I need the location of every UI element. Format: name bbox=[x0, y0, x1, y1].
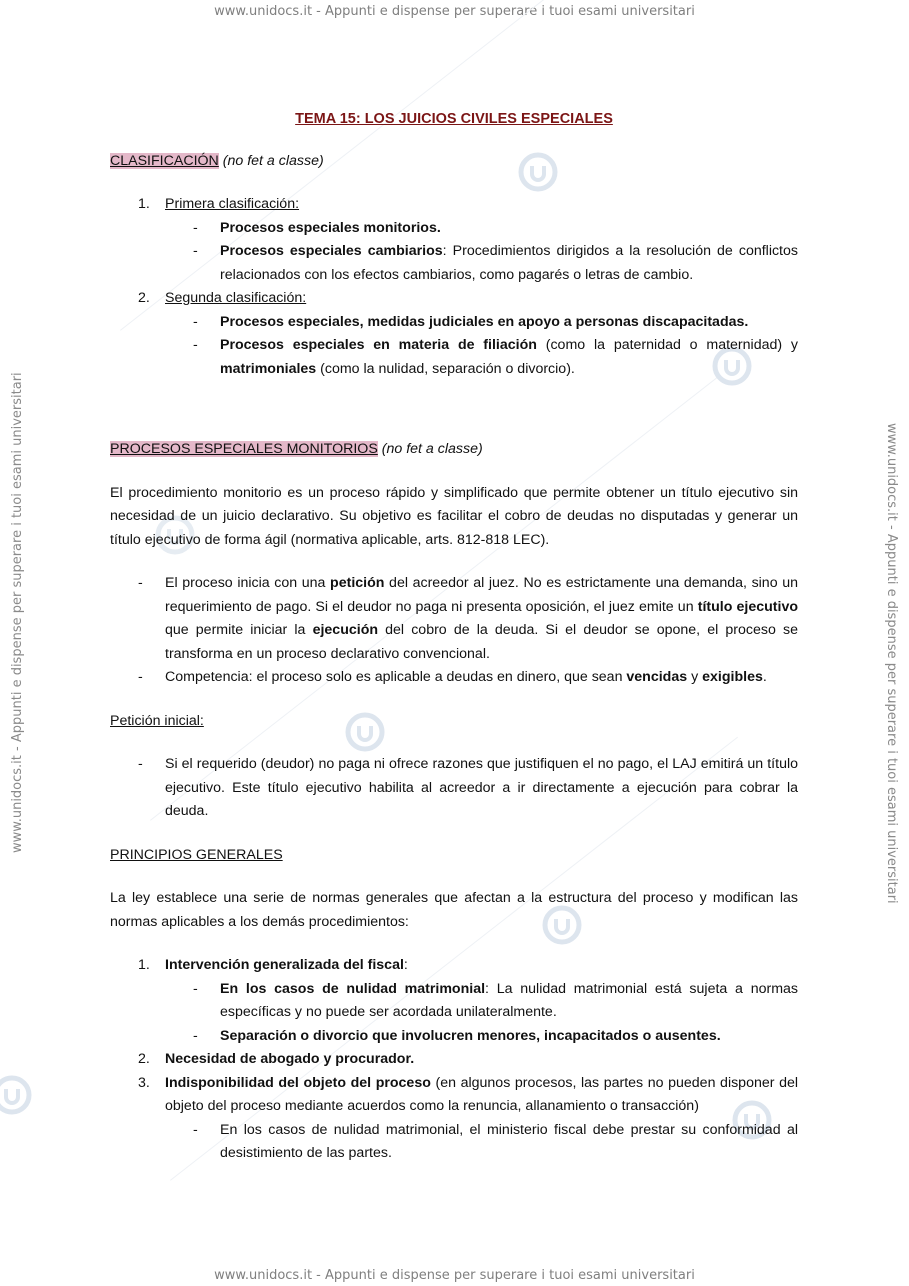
sub-list-item bbox=[110, 311, 798, 335]
list-item-label: Indisponibilidad del objeto del proceso bbox=[165, 1074, 431, 1091]
section-monitorios-heading bbox=[110, 438, 798, 462]
list-number: 1. bbox=[138, 957, 150, 973]
bullet-item bbox=[110, 572, 798, 666]
bullet-text: y bbox=[687, 669, 703, 685]
sub-item-bold: matrimoniales bbox=[220, 360, 317, 377]
dash-bullet: - bbox=[138, 575, 143, 591]
list-item bbox=[110, 954, 798, 978]
list-number: 1. bbox=[138, 196, 150, 212]
list-item-label: Intervención generalizada del fiscal bbox=[165, 957, 404, 973]
section-note: (no fet a classe) bbox=[222, 152, 324, 169]
dash-bullet: - bbox=[193, 980, 198, 997]
watermark-top: www.unidocs.it - Appunti e dispense per superare i tuoi esami universitari bbox=[214, 4, 695, 19]
paragraph: La ley establece una serie de normas generales que afectan a la estructura del proceso y modifican las normas aplicables a los demás procedimientos: bbox=[110, 890, 798, 930]
bullet-item bbox=[110, 666, 798, 690]
bullet-text: del acreedor al juez. No es estrictamente una demanda, sino un requerimiento de pago. Si el deudor no paga ni presenta oposición, el juez emite un bbox=[165, 575, 798, 615]
bullet-text: del cobro de la deuda. Si el deudor se opone, el proceso se transforma en un proceso declarativo convencional. bbox=[165, 622, 798, 662]
section-clasificacion-heading bbox=[110, 150, 798, 174]
bullet-bold: vencidas bbox=[626, 669, 688, 685]
list-number: 2. bbox=[138, 1051, 150, 1067]
list-item-label: Segunda clasificación: bbox=[165, 290, 307, 306]
bullet-item bbox=[110, 753, 798, 824]
dash-bullet: - bbox=[193, 313, 198, 330]
list-item bbox=[110, 193, 798, 217]
sub-item-bold: Procesos especiales, medidas judiciales en apoyo a personas discapacitadas. bbox=[220, 313, 749, 330]
bullet-text: El proceso inicia con una bbox=[165, 575, 331, 591]
section-heading-text: PROCESOS ESPECIALES MONITORIOS bbox=[110, 441, 378, 457]
dash-bullet: - bbox=[138, 669, 143, 685]
watermark-bottom: www.unidocs.it - Appunti e dispense per superare i tuoi esami universitari bbox=[214, 1268, 695, 1283]
sub-item-text: (como la paternidad o maternidad) y bbox=[536, 337, 798, 353]
sub-item-bold: Procesos especiales monitorios. bbox=[220, 219, 441, 236]
list-item bbox=[110, 1072, 798, 1119]
section-note: (no fet a classe) bbox=[381, 441, 483, 457]
list-item-text: : bbox=[403, 957, 408, 973]
sub-list-item bbox=[110, 240, 798, 287]
watermark-left: www.unidocs.it - Appunti e dispense per superare i tuoi esami universitari bbox=[10, 372, 25, 853]
sub-list-item bbox=[110, 1119, 798, 1166]
dash-bullet: - bbox=[138, 756, 143, 772]
list-item-text: (en algunos procesos, las partes no pueden disponer del objeto del proceso mediante acuerdos como la renuncia, allanamiento o transacción) bbox=[165, 1074, 798, 1114]
sub-item-text: : Procedimientos dirigidos a la resolución de conflictos relacionados con los efectos cambiarios, como pagarés o letras de cambio. bbox=[220, 243, 798, 283]
sub-item-text: : La nulidad matrimonial está sujeta a normas específicas y no puede ser acordada unilateralmente. bbox=[220, 980, 798, 1020]
list-item bbox=[110, 1048, 798, 1072]
dash-bullet: - bbox=[193, 337, 198, 353]
unidocs-logo-icon bbox=[0, 1075, 32, 1115]
list-item-label: Necesidad de abogado y procurador. bbox=[165, 1051, 415, 1067]
dash-bullet: - bbox=[193, 243, 198, 259]
sub-list-item bbox=[110, 334, 798, 381]
sub-item-text: (como la nulidad, separación o divorcio). bbox=[316, 360, 575, 377]
bullet-bold: ejecución bbox=[312, 622, 379, 638]
bullet-text: . bbox=[762, 669, 767, 685]
bullet-bold: título ejecutivo bbox=[697, 598, 799, 615]
sub-item-bold: Separación o divorcio que involucren menores, incapacitados o ausentes. bbox=[220, 1027, 721, 1044]
bullet-text: que permite iniciar la bbox=[165, 622, 313, 638]
bullet-bold: petición bbox=[330, 575, 385, 591]
sub-list-item bbox=[110, 978, 798, 1025]
bullet-text: Si el requerido (deudor) no paga ni ofrece razones que justifiquen el no pago, el LAJ emitirá un título ejecutivo. Este título ejecutivo habilita al acreedor a ir directamente a ejecución para cobrar la deuda. bbox=[165, 756, 798, 819]
page-title: TEMA 15: LOS JUICIOS CIVILES ESPECIALES bbox=[295, 111, 613, 127]
bullet-bold: exigibles bbox=[702, 669, 763, 685]
list-number: 2. bbox=[138, 290, 150, 306]
sub-item-text: En los casos de nulidad matrimonial, el ministerio fiscal debe prestar su conformidad al desistimiento de las partes. bbox=[220, 1121, 798, 1161]
dash-bullet: - bbox=[193, 219, 198, 236]
paragraph: El procedimiento monitorio es un proceso rápido y simplificado que permite obtener un título ejecutivo sin necesidad de un juicio declarativo. Su objetivo es facilitar el cobro de deudas no disputadas y generar un título ejecutivo de forma ágil (normativa aplicable, arts. 812-818 LEC). bbox=[110, 484, 798, 548]
list-item-label: Primera clasificación: bbox=[165, 196, 300, 212]
subsection-heading: Petición inicial: bbox=[110, 712, 204, 729]
sub-item-bold: Procesos especiales en materia de filiación bbox=[220, 337, 537, 353]
sub-item-bold: Procesos especiales cambiarios bbox=[220, 243, 443, 259]
watermark-right: www.unidocs.it - Appunti e dispense per superare i tuoi esami universitari bbox=[884, 423, 899, 904]
list-number: 3. bbox=[138, 1074, 150, 1091]
sub-list-item bbox=[110, 217, 798, 241]
list-item bbox=[110, 287, 798, 311]
bullet-text: Competencia: el proceso solo es aplicable a deudas en dinero, que sean bbox=[165, 669, 627, 685]
dash-bullet: - bbox=[193, 1121, 198, 1138]
sub-item-bold: En los casos de nulidad matrimonial bbox=[220, 980, 486, 997]
section-heading-text: CLASIFICACIÓN bbox=[110, 152, 219, 169]
section-principios-heading: PRINCIPIOS GENERALES bbox=[110, 846, 283, 863]
dash-bullet: - bbox=[193, 1027, 198, 1044]
document-body bbox=[110, 108, 798, 1166]
sub-list-item bbox=[110, 1025, 798, 1049]
